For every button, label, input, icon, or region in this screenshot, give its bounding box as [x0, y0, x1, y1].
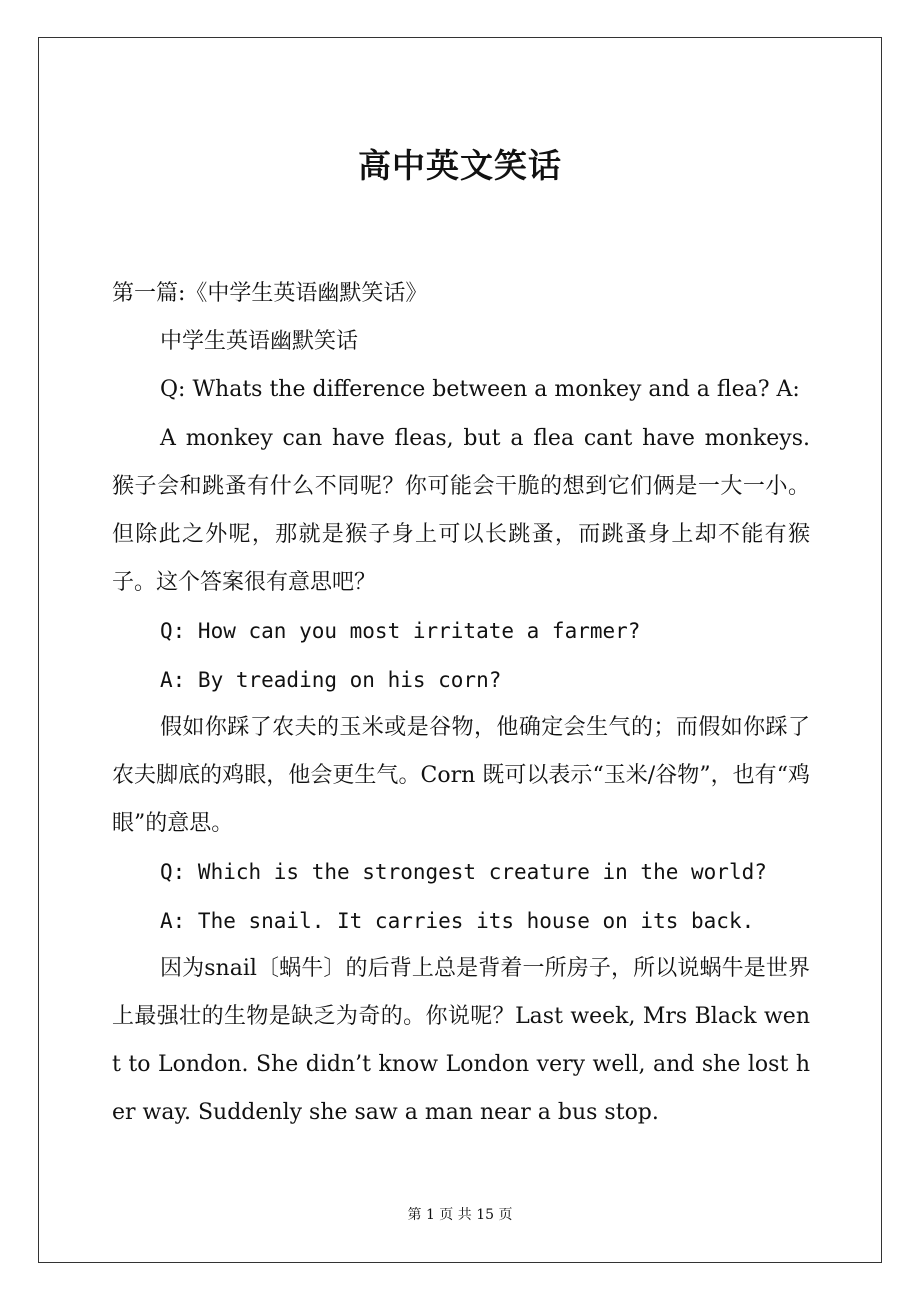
section-subtitle: 中学生英语幽默笑话 [160, 329, 359, 355]
section-heading: 第一篇:《中学生英语幽默笑话》 [112, 281, 428, 306]
page-number: 第 1 页 共 15 页 [407, 1207, 513, 1223]
document-title: 高中英文笑话 [358, 146, 562, 185]
joke-2-question: Q: How can you most irritate a farmer? [160, 619, 641, 644]
joke-3-answer: A: The snail. It carries its house on its back. [160, 908, 755, 933]
joke-3-question: Q: Which is the strongest creature in the world? [160, 860, 767, 885]
joke-3-explanation: 因为snail〔蜗牛〕的后背上总是背着一所房子，所以说蜗牛是世界上最强壮的生物是缺乏为奇的。你说呢？Last week, Mrs Black went to London. She didn’t know London very well, and she lost her way. Suddenly she saw a man near a bus stop. [112, 955, 810, 1126]
document-body [112, 270, 810, 1138]
joke-1-question: Q: Whats the difference between a monkey and a flea? A: [160, 377, 800, 403]
joke-2-answer: A: By treading on his corn? [160, 667, 502, 692]
joke-2-explanation: 假如你踩了农夫的玉米或是谷物，他确定会生气的；而假如你踩了农夫脚底的鸡眼，他会更生气。Corn 既可以表示“玉米/谷物”，也有“鸡眼”的意思。 [112, 714, 810, 837]
joke-1-answer: A monkey can have fleas, but a flea cant have monkeys. 猴子会和跳蚤有什么不同呢？你可能会干脆的想到它们俩是一大一小。但除此之外呢，那就是猴子身上可以长跳蚤，而跳蚤身上却不能有猴子。这个答案很有意思吧？ [112, 425, 810, 596]
